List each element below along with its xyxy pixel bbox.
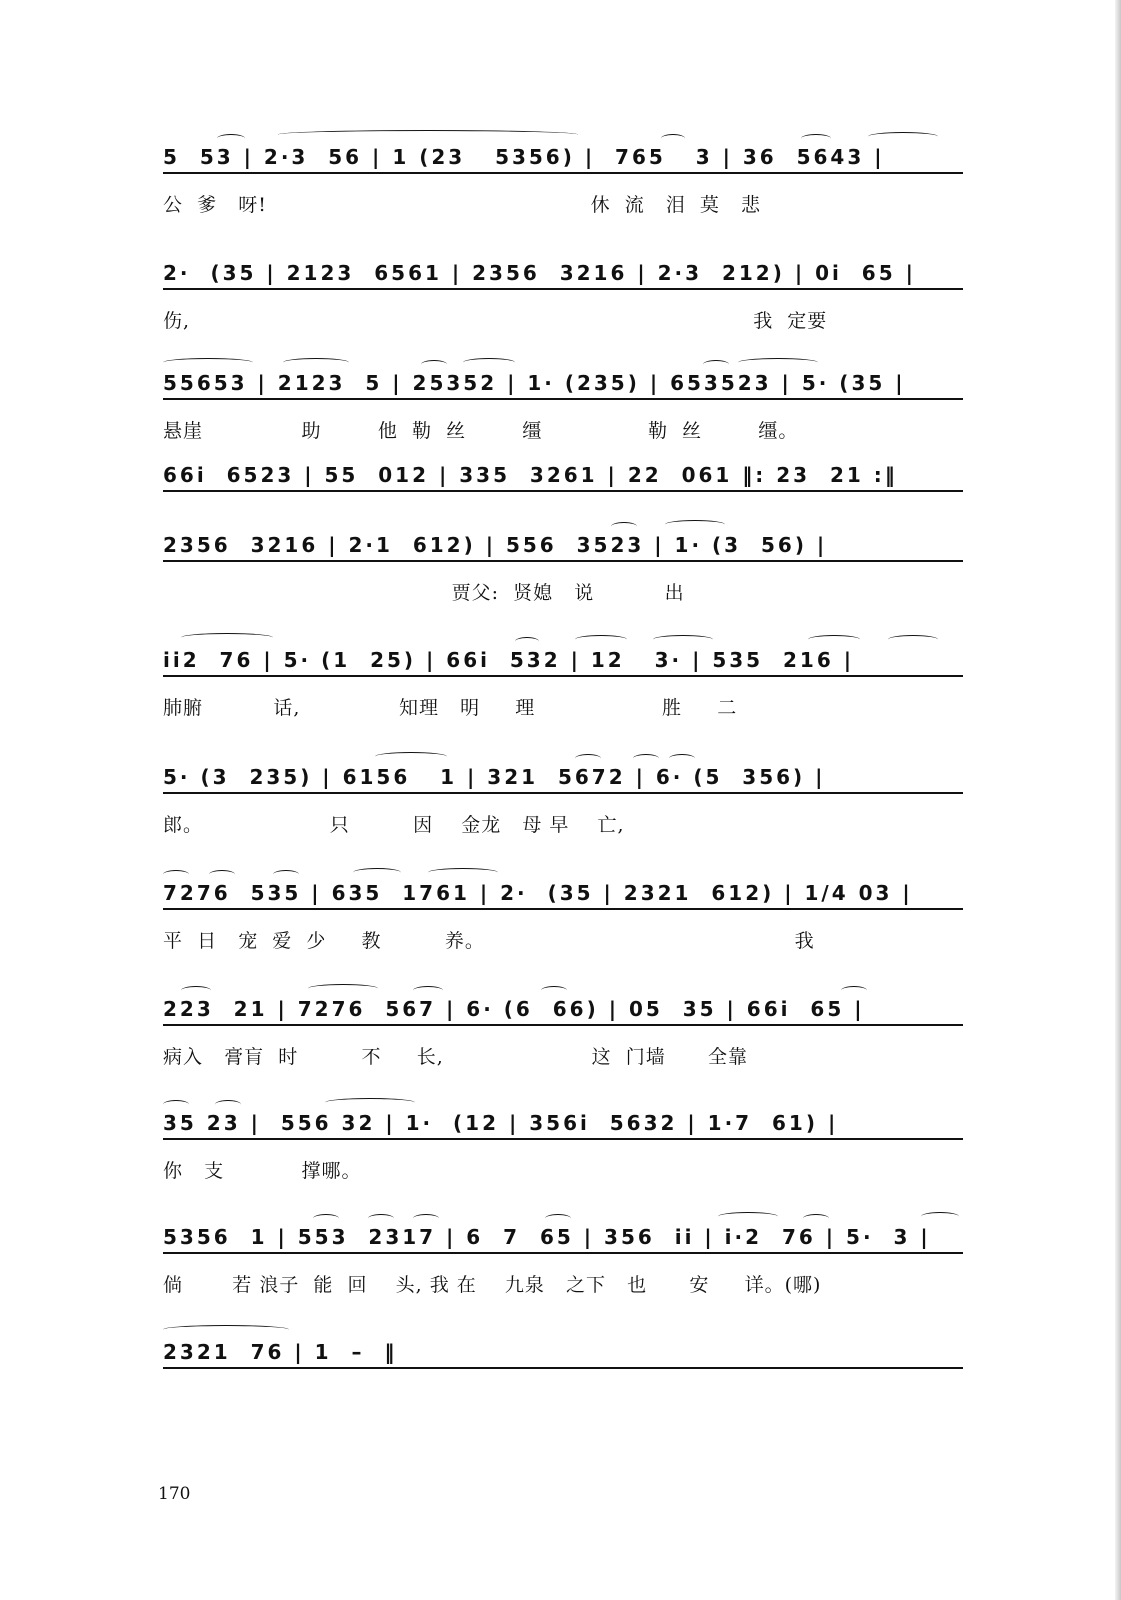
slur — [463, 358, 515, 367]
notation-line: 2· (35 | 2123 6561 | 2356 3216 | 2·3 212) | 0i 65 | — [163, 258, 963, 290]
notation-line: ii2 76 | 5· (1 25) | 66i 532 | 12 3· | 535 216 | — [163, 645, 963, 677]
notation-line: 7276 535 | 635 1761 | 2· (35 | 2321 612) | 1/4 03 | — [163, 878, 963, 910]
slur — [353, 868, 401, 877]
slur — [575, 635, 627, 644]
slur — [428, 868, 498, 877]
slur — [375, 752, 447, 761]
slur — [888, 635, 938, 644]
notation-line: 35 23 | 556 32 | 1· (12 | 356i 5632 | 1·7 61) | — [163, 1108, 963, 1140]
notation-line: 55653 | 2123 5 | 25352 | 1· (235) | 653523 | 5· (35 | — [163, 368, 963, 400]
slur — [868, 132, 938, 141]
score-line-6 — [163, 645, 963, 735]
slur — [665, 520, 725, 529]
lyrics-line: 平 日 宠 爱 少 教 养。 我 — [163, 930, 815, 952]
notation-line: 2321 76 | 1 – ‖ — [163, 1337, 963, 1369]
lyrics-line: 伤, 我 定要 — [163, 310, 828, 332]
lyrics-line: 公 爹 呀! 休 流 泪 莫 悲 — [163, 194, 762, 216]
lyrics-line: 倘 若 浪子 能 回 头, 我 在 九泉 之下 也 安 详。(哪) — [163, 1274, 822, 1296]
score-line-2 — [163, 258, 963, 348]
slur — [718, 1212, 778, 1221]
slur — [738, 358, 818, 367]
notation-line: 2356 3216 | 2·1 612) | 556 3523 | 1· (3 56) | — [163, 530, 963, 562]
slur — [653, 635, 713, 644]
page-number: 170 — [158, 1484, 191, 1504]
score-line-11 — [163, 1222, 963, 1312]
score-line-9 — [163, 994, 963, 1084]
slur — [325, 1098, 415, 1107]
score-line-7 — [163, 762, 963, 852]
lyrics-line: 你 支 撑哪。 — [163, 1160, 362, 1182]
score-line-8 — [163, 878, 963, 968]
notation-line: 5· (3 235) | 6156 1 | 321 5672 | 6· (5 356) | — [163, 762, 963, 794]
slur — [921, 1212, 959, 1221]
slur — [181, 633, 273, 642]
notation-line: 66i 6523 | 55 012 | 335 3261 | 22 061 ‖: 23 21 :‖ — [163, 460, 963, 492]
slur — [283, 358, 349, 367]
score-line-10 — [163, 1108, 963, 1198]
lyrics-line: 郎。 只 因 金龙 母 早 亡, — [163, 814, 625, 836]
lyrics-line: 病入 膏肓 时 不 长, 这 门墙 全靠 — [163, 1046, 748, 1068]
lyrics-line: 悬崖 助 他 勒 丝 缰 勒 丝 缰。 — [163, 420, 799, 442]
slur — [163, 1325, 289, 1334]
slur — [808, 635, 860, 644]
notation-line: 5356 1 | 553 2317 | 6 7 65 | 356 ii | i·2 76 | 5· 3 | — [163, 1222, 963, 1254]
score-line-12 — [163, 1337, 963, 1427]
lyrics-line — [163, 1387, 963, 1413]
lyrics-line: 肺腑 话, 知理 明 理 胜 二 — [163, 697, 738, 719]
lyrics-line: 贾父: 贤媳 说 出 — [163, 582, 685, 604]
page-edge-shadow — [1115, 0, 1121, 1600]
slur — [308, 984, 378, 993]
slur — [163, 358, 253, 367]
notation-line: 223 21 | 7276 567 | 6· (6 66) | 05 35 | 66i 65 | — [163, 994, 963, 1026]
score-line-5 — [163, 530, 963, 620]
notation-line: 5 53 | 2·3 56 | 1 (23 5356) | 765 3 | 36 5643 | — [163, 142, 963, 174]
score-line-1 — [163, 142, 963, 232]
score-line-3 — [163, 368, 963, 458]
slur — [278, 130, 578, 139]
